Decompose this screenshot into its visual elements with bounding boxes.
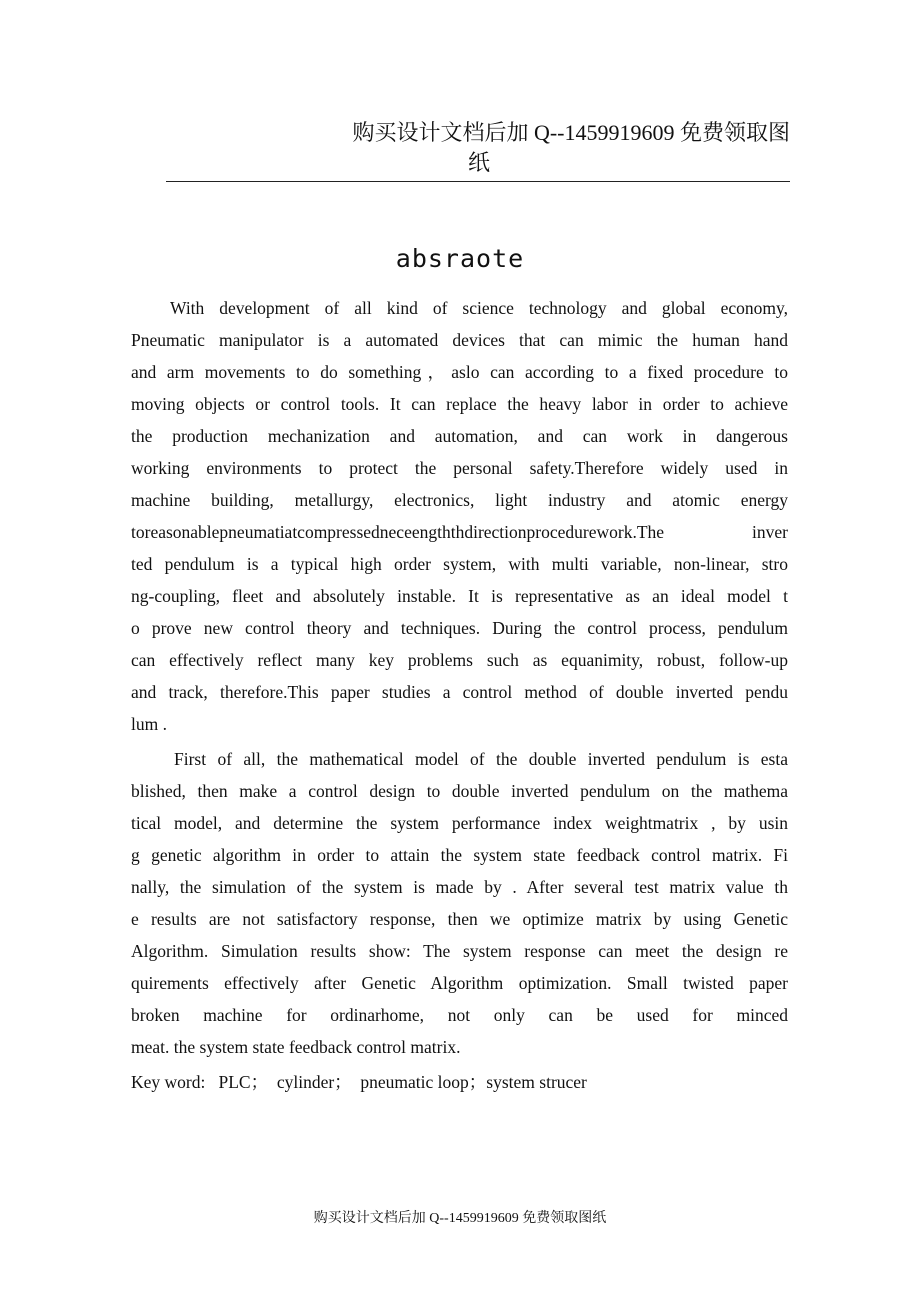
paragraph-line: broken machine for ordinarhome, not only can be used for minced xyxy=(131,1005,788,1025)
paragraph-line: nally, the simulation of the system is made by . After several test matrix value th xyxy=(131,877,788,897)
paragraph-line: blished, then make a control design to double inverted pendulum on the mathema xyxy=(131,781,788,801)
header-divider xyxy=(166,181,790,182)
paragraph-line: the production mechanization and automation, and can work in dangerous xyxy=(131,426,788,446)
paragraph-line: e results are not satisfactory response, then we optimize matrix by using Genetic xyxy=(131,909,788,929)
paragraph-line: o prove new control theory and techniques. During the control process, pendulum xyxy=(131,618,788,638)
paragraph-line: ng-coupling, fleet and absolutely instable. It is representative as an ideal model t xyxy=(131,586,788,606)
paragraph-line: moving objects or control tools. It can replace the heavy labor in order to achieve xyxy=(131,394,788,414)
paragraph-line: With development of all kind of science technology and global economy, xyxy=(170,298,788,318)
paragraph-line: toreasonablepneumatiatcompressedneceengththdirectionprocedurework.The inver xyxy=(131,522,788,542)
paragraph-line: quirements effectively after Genetic Algorithm optimization. Small twisted paper xyxy=(131,973,788,993)
paragraph-line: First of all, the mathematical model of the double inverted pendulum is esta xyxy=(174,749,788,769)
page-header xyxy=(166,118,790,178)
paragraph-line: Algorithm. Simulation results show: The system response can meet the design re xyxy=(131,941,788,961)
paragraph-line: machine building, metallurgy, electronics, light industry and atomic energy xyxy=(131,490,788,510)
paragraph-line: can effectively reflect many key problems such as equanimity, robust, follow-up xyxy=(131,650,788,670)
paragraph-line: lum . xyxy=(131,714,167,734)
paragraph-line: and arm movements to do something，aslo can according to a fixed procedure to xyxy=(131,362,788,382)
paragraph-line: and track, therefore.This paper studies a control method of double inverted pendu xyxy=(131,682,788,702)
abstract-paragraph-1 xyxy=(131,292,788,740)
paragraph-line: Pneumatic manipulator is a automated devices that can mimic the human hand xyxy=(131,330,788,350)
header-line-2: 纸 xyxy=(468,150,491,175)
paragraph-line: meat. the system state feedback control matrix. xyxy=(131,1037,461,1057)
page-footer: 购买设计文档后加 Q--1459919609 免费领取图纸 xyxy=(313,1211,607,1226)
paragraph-line: g genetic algorithm in order to attain the system state feedback control matrix. Fi xyxy=(131,845,788,865)
abstract-title: absraote xyxy=(395,244,525,273)
keywords-line: Key word: PLC； cylinder； pneumatic loop；system strucer xyxy=(131,1072,587,1092)
paragraph-line: tical model, and determine the system performance index weightmatrix , by usin xyxy=(131,813,788,833)
abstract-paragraph-2 xyxy=(131,743,788,1063)
header-line-1: 购买设计文档后加 Q--1459919609 免费领取图 xyxy=(352,120,790,145)
paragraph-line: working environments to protect the personal safety.Therefore widely used in xyxy=(131,458,788,478)
paragraph-line: ted pendulum is a typical high order system, with multi variable, non-linear, stro xyxy=(131,554,788,574)
